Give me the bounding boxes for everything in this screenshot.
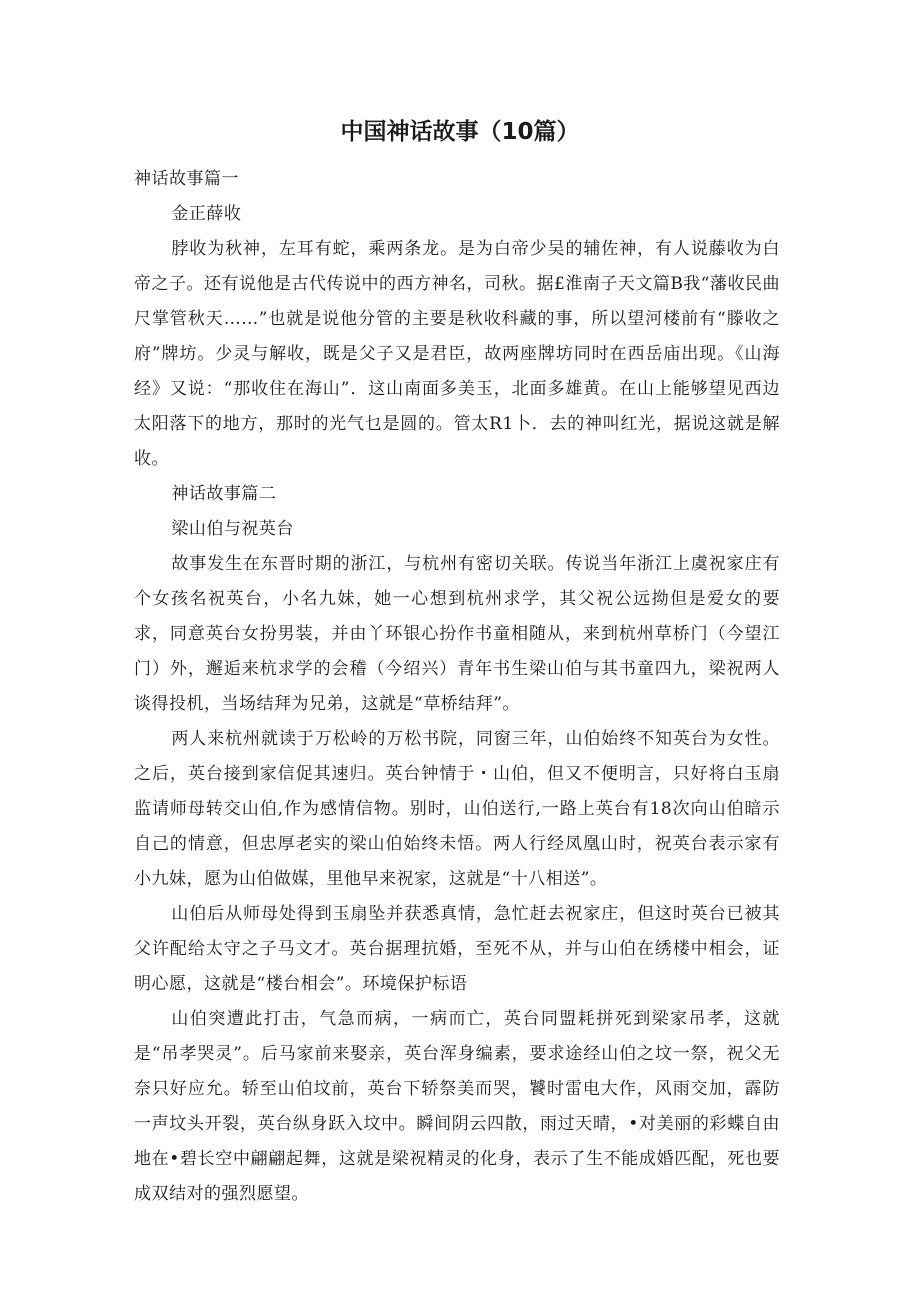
story-title-2: 梁山伯与祝英台 (171, 519, 294, 539)
story-paragraph: 脖收为秋神，左耳有蛇，乘两条龙。是为白帝少吴的辅佐神，有人说藤收为白帝之子。还有说他是古代传说中的西方神名，司秋。据£淮南子天文篇B我“藩收民曲尺掌管秋天……”也就是说他分管的主要是秋收科藏的事，所以望河楼前有“滕收之府”牌坊。少灵与解收，既是父子又是君臣，故两座牌坊同时在西岳庙出现。《山海经》又说：“那收住在海山”．这山南面多美玉，北面多雄黄。在山上能够望见西边太阳落下的地方，那时的光气乜是圆的。管太R1卜．去的神叫红光，据说这就是解收。 (134, 239, 780, 469)
document-title: 中国神话故事（10篇） (340, 119, 580, 145)
section-heading-1: 神话故事篇一 (134, 169, 239, 189)
section-heading-2: 神话故事篇二 (171, 484, 277, 504)
story-paragraph: 山伯后从师母处得到玉扇坠并获悉真情，急忙赶去祝家庄，但这时英台已被其父许配给太守之子马文才。英台据理抗婚，至死不从，并与山伯在绣楼中相会，证明心愿，这就是“楼台相会”。环境保护标语 (134, 904, 780, 994)
story-title-1: 金正薛收 (171, 204, 242, 224)
story-paragraph: 两人来杭州就读于万松岭的万松书院，同窗三年，山伯始终不知英台为女性。之后，英台接到家信促其速归。英台钟情于・山伯，但又不便明言，只好将白玉扇监请师母转交山伯,作为感情信物。别时，山伯送行,一路上英台有18次向山伯暗示自己的情意，但忠厚老实的梁山伯始终未悟。两人行经凤凰山时，祝英台表示家有小九妹，愿为山伯做媒，里他早来祝家，这就是“十八相送”。 (134, 729, 780, 889)
story-paragraph: 故事发生在东晋时期的浙江，与杭州有密切关联。传说当年浙江上虞祝家庄有个女孩名祝英台，小名九妹，她一心想到杭州求学，其父祝公远拗但是爱女的要求，同意英台女扮男装，并由丫环银心扮作书童相随从，来到杭州草桥门（今望江门）外，邂逅来杭求学的会稽（今绍兴）青年书生梁山伯与其书童四九，梁祝两人谈得投机，当场结拜为兄弟，这就是“草桥结拜”。 (134, 554, 780, 714)
document-body (134, 162, 780, 1212)
story-paragraph: 山伯突遭此打击，气急而病，一病而亡，英台同盟耗拼死到梁家吊孝，这就是“吊孝哭灵”。后马家前来娶亲，英台浑身编素，要求途经山伯之坟一祭，祝父无奈只好应允。轿至山伯坟前，英台下轿祭美而哭，饕时雷电大作，风雨交加，霹防一声坟头开裂，英台纵身跃入坟中。瞬间阴云四散，雨过天晴，•对美丽的彩蝶自由地在•碧长空中翩翩起舞，这就是梁祝精灵的化身，表示了生不能成婚匹配，死也要成双结对的强烈愿望。 (134, 1009, 780, 1204)
